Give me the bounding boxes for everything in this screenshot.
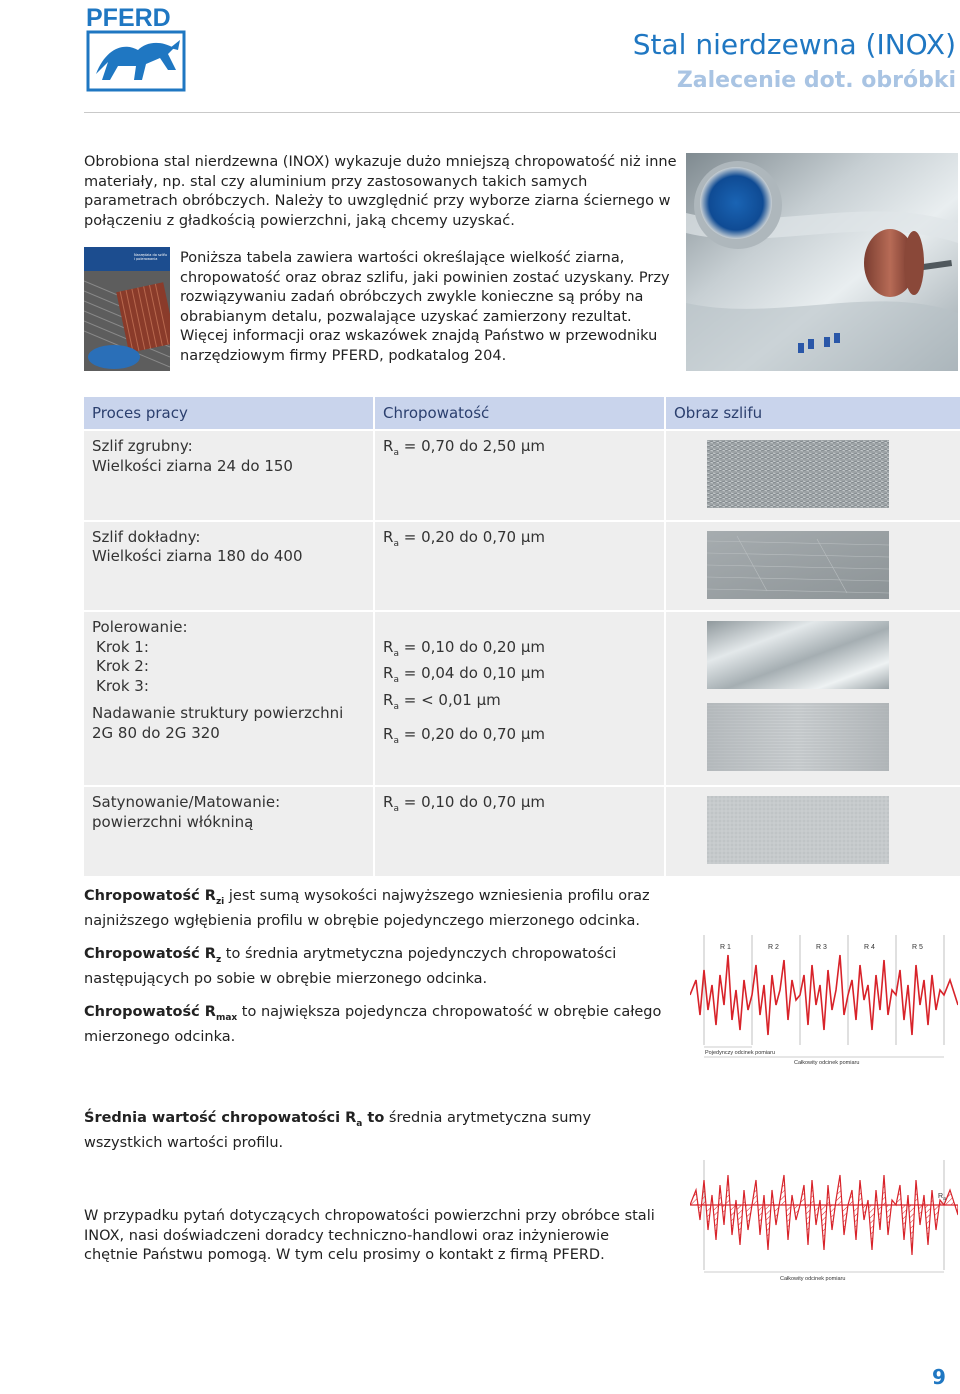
surface-image-cell: [666, 612, 960, 787]
table-row: [84, 787, 960, 878]
table-description: Poniższa tabela zawiera wartości określające wielkość ziarna, chropowatość oraz obraz szlifu, jaki powinien zostać uzyskany. Przy rozwiązywaniu zadań obróbczych zwykle konieczne są próby na obrabianym detalu, pozwalające uzyskać zamierzony rezultat. Więcej informacji oraz wskazówek znajdą Państwo w przewodniku narzędziowym firmy PFERD, podkatalog 204.: [180, 250, 670, 364]
total-length-label: Całkowity odcinek pomiaru: [794, 1060, 860, 1065]
roughness-cell: $R_a = 0,10$ do 0,70 µm: [375, 787, 666, 878]
page-title: Stal nierdzewna (INOX): [632, 28, 956, 61]
header-roughness: Chropowatość: [375, 397, 666, 431]
definition-rzi: Chropowatość $R_{zi}$ jest sumą wysokości najwyższego wzniesienia profilu oraz najniższego wgłębienia profilu w obrębie pojedynczego mierzonego odcinka.: [84, 888, 650, 930]
satin-swatch: [707, 796, 889, 864]
header-process: Proces pracy: [84, 397, 375, 431]
page-subtitle: Zalecenie dot. obróbki: [676, 68, 956, 93]
svg-text:R 3: R 3: [816, 944, 827, 951]
process-cell: Szlif dokładny: Wielkości ziarna 180 do 400: [84, 522, 375, 613]
svg-text:R 2: R 2: [768, 944, 779, 951]
total-length-label: Całkowity odcinek pomiaru: [780, 1276, 846, 1282]
svg-text:R 5: R 5: [912, 944, 923, 951]
table-row: [84, 431, 960, 522]
definition-ra: Średnia wartość chropowatości $R_a$ to średnia arytmetyczna sumy wszystkich wartości profilu.: [84, 1110, 592, 1152]
surface-image-cell: [666, 431, 960, 522]
single-length-label: Pojedynczy odcinek pomiaru: [705, 1050, 776, 1056]
fine-grind-swatch: [707, 531, 889, 599]
ra-label: $R_a$: [938, 1193, 946, 1202]
header-divider: [84, 112, 960, 113]
intro-paragraph: Obrobiona stal nierdzewna (INOX) wykazuje dużo mniejszą chropowatość niż inne materiały, np. stal czy aluminium przy zastosowanych takich samych parametrach obróbczych. Należy to uwzględnić przy wyborze ziarna ściernego w połączeniu z gładkością powierzchni, jaką chcemy uzyskać.: [84, 154, 677, 229]
definition-rmax: Chropowatość $R_{max}$ to największa pojedyncza chropowatość w obrębie całego mierzonego odcinka.: [84, 1004, 662, 1046]
header-surface-image: Obraz szlifu: [666, 397, 960, 431]
structured-swatch: [707, 703, 889, 771]
contact-paragraph: W przypadku pytań dotyczących chropowatości powierzchni przy obróbce stali INOX, nasi doświadczeni doradcy techniczno-handlowi oraz inżynierowie chętnie Państwu pomogą. W tym celu prosimy o kontakt z firmą PFERD.: [84, 1208, 655, 1263]
process-table: [84, 397, 960, 878]
grinding-photo: [686, 153, 958, 371]
process-cell: Satynowanie/Matowanie: powierzchni włókniną: [84, 787, 375, 878]
coarse-grind-swatch: [707, 440, 889, 508]
page-number: 9: [932, 1365, 946, 1389]
rz-profile-diagram: [690, 935, 958, 1065]
roughness-cell: $R_a = 0,10$ do 0,20 µm $R_a = 0,04$ do 0,10 µm $R_a$ = < 0,01 µm $R_a = 0,20$ do 0,70 µm: [375, 612, 666, 787]
catalog-cover-image: [84, 247, 170, 371]
roughness-cell: $R_a = 0,20$ do 0,70 µm: [375, 522, 666, 613]
polished-swatch: [707, 621, 889, 689]
svg-text:R 4: R 4: [864, 944, 875, 951]
surface-image-cell: [666, 787, 960, 878]
catalog-cover-text: Narzędzia do szlifu i polerowania: [134, 253, 168, 261]
table-header-row: [84, 397, 960, 431]
svg-text:R 1: R 1: [720, 944, 731, 951]
pferd-logo: [84, 4, 188, 92]
roughness-cell: $R_a = 0,70$ do 2,50 µm: [375, 431, 666, 522]
process-cell: Szlif zgrubny: Wielkości ziarna 24 do 150: [84, 431, 375, 522]
brand-name: PFERD: [86, 4, 171, 32]
ra-profile-diagram: [690, 1160, 958, 1285]
definition-rz: Chropowatość $R_z$ to średnia arytmetyczna pojedynczych chropowatości następujących po sobie w obrębie mierzonego odcinka.: [84, 946, 617, 988]
table-row: [84, 522, 960, 613]
process-cell: Polerowanie: Krok 1: Krok 2: Krok 3: Nadawanie struktury powierzchni 2G 80 do 2G 320: [84, 612, 375, 787]
surface-image-cell: [666, 522, 960, 613]
table-row: [84, 612, 960, 787]
